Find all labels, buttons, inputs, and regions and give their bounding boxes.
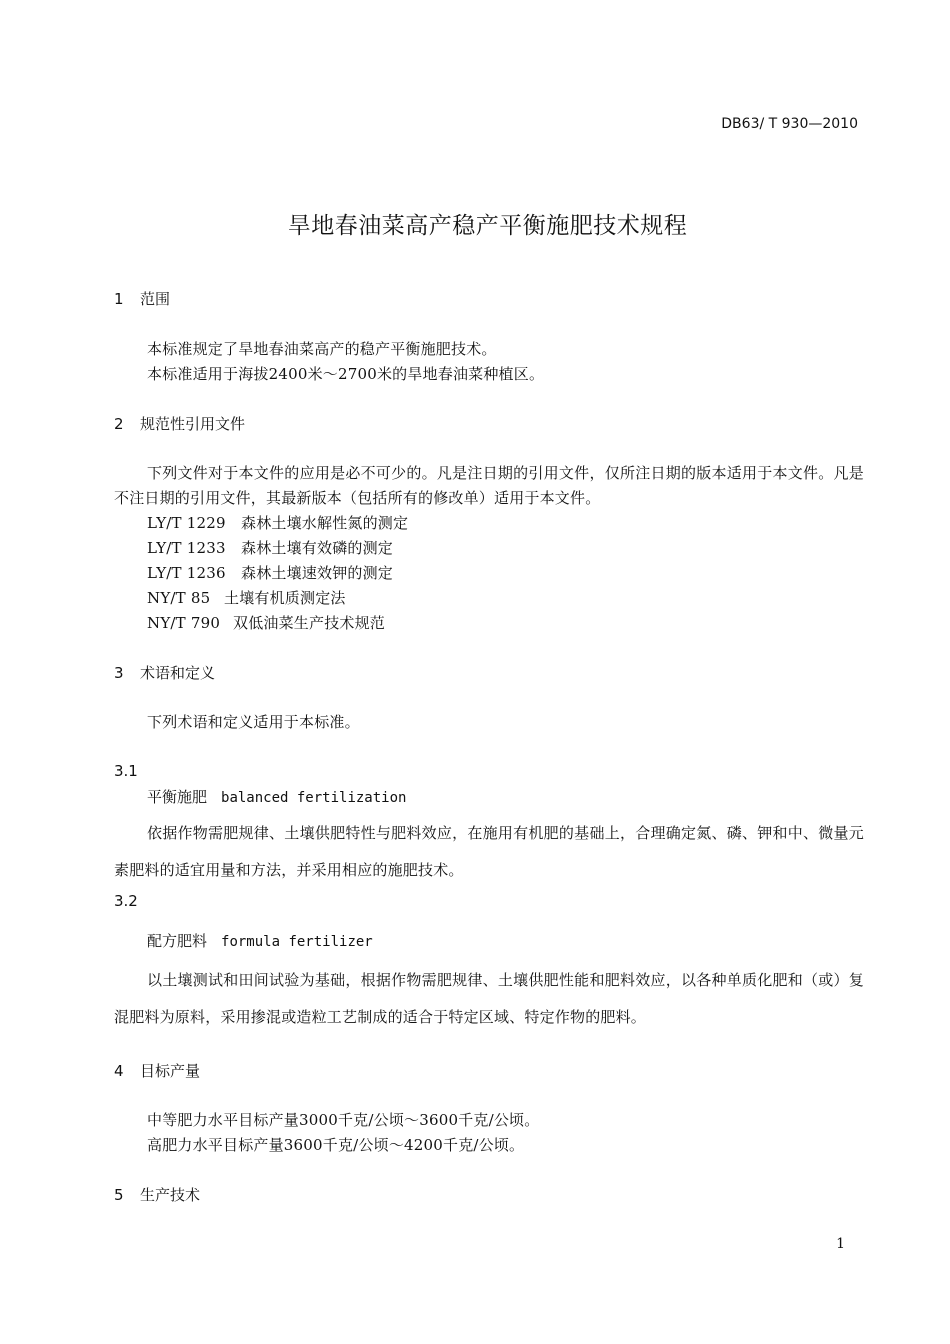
term-number: 3.2 xyxy=(114,892,138,910)
reference-name: 土壤有机质测定法 xyxy=(224,589,346,607)
reference-code: LY/T 1229 xyxy=(147,514,226,532)
reference-name: 森林土壤速效钾的测定 xyxy=(241,564,394,582)
section-3-heading xyxy=(114,662,215,683)
reference-name: 双低油菜生产技术规范 xyxy=(233,614,386,632)
document-code: DB63/ T 930—2010 xyxy=(721,116,858,132)
section-4-paragraph-2: 高肥力水平目标产量3600千克/公顷～4200千克/公顷。 xyxy=(147,1136,525,1154)
term-heading xyxy=(147,786,406,807)
term-definition: 依据作物需肥规律、土壤供肥特性与肥料效应，在施用有机肥的基础上，合理确定氮、磷、钾和中、微量元素肥料的适宜用量和方法，并采用相应的施肥技术。 xyxy=(114,824,864,879)
reference-name: 森林土壤水解性氮的测定 xyxy=(241,514,409,532)
section-1-heading xyxy=(114,288,170,309)
document-title: 旱地春油菜高产稳产平衡施肥技术规程 xyxy=(287,213,688,239)
section-number: 4 xyxy=(114,1062,124,1080)
term-definition: 以土壤测试和田间试验为基础，根据作物需肥规律、土壤供肥性能和肥料效应，以各种单质化肥和（或）复混肥料为原料，采用掺混或造粒工艺制成的适合于特定区域、特定作物的肥料。 xyxy=(114,971,864,1026)
term-chinese: 平衡施肥 xyxy=(147,788,208,806)
section-title: 术语和定义 xyxy=(140,664,216,682)
term-number: 3.1 xyxy=(114,762,138,780)
section-4-heading xyxy=(114,1060,200,1081)
reference-code: NY/T 790 xyxy=(147,614,221,632)
page-number: 1 xyxy=(836,1236,845,1252)
section-number: 1 xyxy=(114,290,124,308)
reference-item xyxy=(147,612,385,633)
term-chinese: 配方肥料 xyxy=(147,932,208,950)
term-english: balanced fertilization xyxy=(221,790,407,806)
reference-item xyxy=(147,537,393,558)
section-1-paragraph-2: 本标准适用于海拔2400米～2700米的旱地春油菜种植区。 xyxy=(147,365,545,383)
section-number: 5 xyxy=(114,1186,124,1204)
section-title: 范围 xyxy=(140,290,171,308)
section-number: 2 xyxy=(114,415,124,433)
section-2-intro: 下列文件对于本文件的应用是必不可少的。凡是注日期的引用文件，仅所注日期的版本适用于本文件。凡是不注日期的引用文件，其最新版本（包括所有的修改单）适用于本文件。 xyxy=(114,464,864,507)
section-5-heading xyxy=(114,1184,200,1205)
section-title: 规范性引用文件 xyxy=(140,415,246,433)
reference-name: 森林土壤有效磷的测定 xyxy=(241,539,394,557)
section-1-paragraph-1: 本标准规定了旱地春油菜高产的稳产平衡施肥技术。 xyxy=(147,340,497,358)
section-number: 3 xyxy=(114,664,124,682)
reference-item xyxy=(147,587,346,608)
reference-item xyxy=(147,562,393,583)
section-title: 生产技术 xyxy=(140,1186,201,1204)
section-title: 目标产量 xyxy=(140,1062,201,1080)
section-3-intro: 下列术语和定义适用于本标准。 xyxy=(147,713,360,731)
section-4-paragraph-1: 中等肥力水平目标产量3000千克/公顷～3600千克/公顷。 xyxy=(147,1111,540,1129)
reference-item xyxy=(147,512,408,533)
term-english: formula fertilizer xyxy=(221,934,373,950)
reference-code: LY/T 1236 xyxy=(147,564,226,582)
reference-code: LY/T 1233 xyxy=(147,539,226,557)
term-heading xyxy=(147,930,373,951)
section-2-heading xyxy=(114,413,245,434)
reference-code: NY/T 85 xyxy=(147,589,211,607)
